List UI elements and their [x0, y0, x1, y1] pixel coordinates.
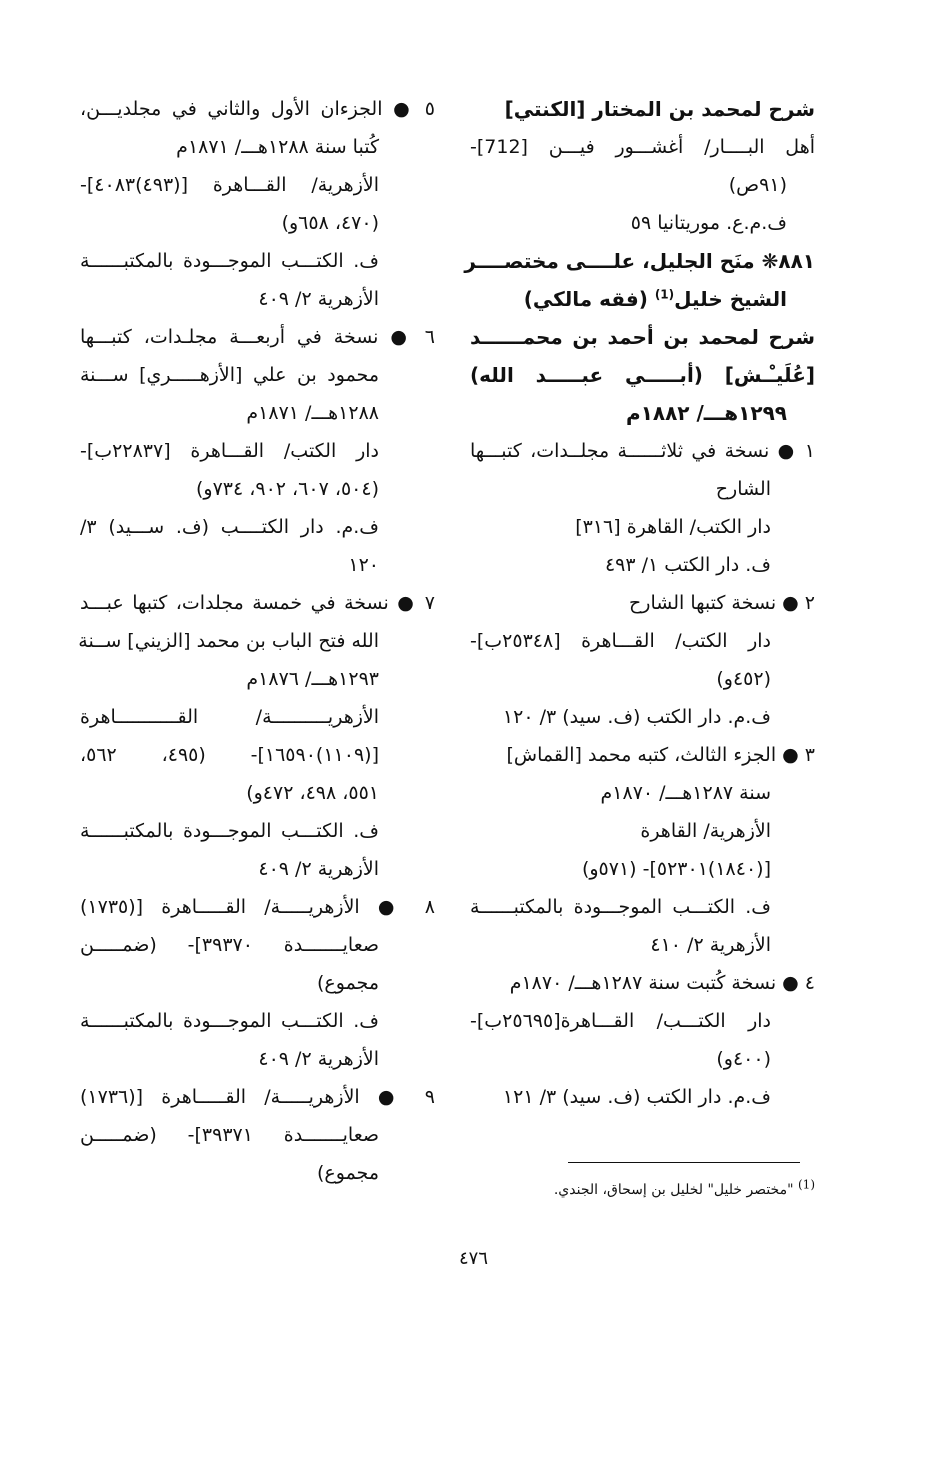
line-text: (٩١ص) [728, 174, 787, 196]
line-text: الأزهرية ٢/ ٤١٠ [650, 934, 771, 956]
line-text: الأزهرية/ القاهرة [640, 820, 771, 842]
footnote-text: "مختصر خليل" لخليل بن إسحاق، الجندي. [553, 1182, 794, 1198]
text-line [80, 964, 435, 1002]
text-line [80, 1154, 435, 1192]
line-text: ٦ ● نسخة في أربعـــة مجلـدات، كتبـــها [80, 326, 435, 348]
text-line [470, 508, 815, 546]
text-line [80, 508, 435, 546]
line-text: ف.م.ع. موريتانيا ٥٩ [630, 212, 787, 234]
text-line [470, 318, 815, 356]
line-text: ف. الكتـــب الموجـــودة بالمكتبــــــة [80, 250, 379, 272]
text-line [80, 356, 435, 394]
line-text: الأزهريــــــــــة/ القـــــــــــاهرة [80, 706, 379, 728]
line-text: شرح لمحمد بن المختار [الكنتي] [504, 97, 815, 121]
text-line [470, 546, 815, 584]
line-text: دار الكتب/ القاهرة [٣١٦] [575, 516, 771, 538]
text-line [470, 1040, 815, 1078]
line-text: شرح لمحمد بن أحمد بن محمــــــد [470, 325, 815, 349]
line-text: [عُلَيـْـش] (أبـــــي عبـــــد الله) [470, 363, 815, 387]
line-text: ١٢٨٨هـــ/ ١٨٧١م [246, 402, 379, 424]
line-text: ٤ ● نسخة كُتبت سنة ١٢٨٧هـــ/ ١٨٧٠م [509, 972, 815, 994]
text-line [80, 204, 435, 242]
text-line [470, 90, 815, 128]
text-line [80, 774, 435, 812]
line-text: ١٢٠ [348, 554, 379, 576]
text-line [80, 850, 435, 888]
right-column [464, 90, 815, 1116]
text-line [470, 356, 815, 394]
text-line [470, 432, 815, 470]
line-text: ٧ ● نسخة في خمسة مجلدات، كتبها عبـــد [80, 592, 435, 614]
line-text: ٥ ● الجزءان الأول والثاني في مجلديـــن، [80, 98, 435, 120]
line-text: ف. دار الكتب ١/ ٤٩٣ [604, 554, 771, 576]
text-line [470, 698, 815, 736]
line-text: (٤٠٠و) [716, 1048, 771, 1070]
footnote-divider [568, 1162, 800, 1163]
text-line [80, 622, 435, 660]
text-line [470, 660, 815, 698]
text-line [80, 660, 435, 698]
line-text-after: (فقه مالكي) [523, 287, 655, 311]
line-text: ١٢٩٣هـــ/ ١٨٧٦م [246, 668, 379, 690]
left-column [80, 90, 435, 1192]
text-line [80, 888, 435, 926]
line-text: صعايـــــــدة ٣٩٣٧١]- (ضمـــــن [80, 1124, 380, 1146]
footnote-ref: (1) [654, 287, 675, 302]
text-line [80, 1002, 435, 1040]
text-line [470, 470, 815, 508]
text-line [80, 470, 435, 508]
line-text: ٥٥١، ٤٩٨، ٤٧٢و) [246, 782, 379, 804]
line-text: دار الكتب/ القـــاهرة [٢٥٣٤٨ب]- [470, 630, 771, 652]
text-line [80, 812, 435, 850]
text-line [470, 736, 815, 774]
line-text: ف. الكتـــب الموجـــودة بالمكتبــــــة [470, 896, 771, 918]
text-line [80, 394, 435, 432]
line-text: مجموع) [317, 972, 379, 994]
text-line [464, 242, 815, 280]
footnote-marker: (1) [797, 1177, 815, 1192]
text-line [470, 166, 815, 204]
line-text: ٩ ● الأزهريـــــة/ القـــــاهرة [(١٧٣٦) [80, 1086, 435, 1108]
line-text: ف.م. دار الكتب (ف. سيد) ٣/ ١٢١ [502, 1086, 771, 1108]
text-line [80, 318, 435, 356]
page-number: ٤٧٦ [458, 1248, 488, 1269]
line-text: ٨٨١‌❋ منَح الجليل، علــــى مختصــــر [464, 249, 815, 273]
line-text: دار الكتـــب/ القـــاهرة[٢٥٦٩٥ب]- [470, 1010, 771, 1032]
text-line [80, 584, 435, 622]
text-line [470, 850, 815, 888]
text-line [470, 926, 815, 964]
line-text: سنة ١٢٨٧هـــ/ ١٨٧٠م [600, 782, 771, 804]
text-line [470, 204, 815, 242]
text-line [470, 1078, 815, 1116]
text-line [470, 394, 815, 432]
line-text: (٥٠٤، ٦٠٧، ٩٠٢، ٧٣٤و) [195, 478, 379, 500]
text-line [80, 432, 435, 470]
text-line [80, 736, 435, 774]
line-text: الأزهرية ٢/ ٤٠٩ [258, 288, 379, 310]
text-line [80, 698, 435, 736]
line-text: ١٢٩٩هـــ/ ١٨٨٢م [626, 401, 787, 425]
line-text: [(١٨٤٠)٥٢٣٠١]- (٥٧١و) [581, 858, 771, 880]
line-text: ١ ● نسخة في ثلاثــــــة مجلــدات، كتبـــها [470, 440, 815, 462]
text-line [80, 926, 435, 964]
line-text: (٤٥٢و) [716, 668, 771, 690]
text-line [470, 584, 815, 622]
text-line [80, 280, 435, 318]
text-line [80, 546, 435, 584]
line-text: ٢ ● نسخة كتبها الشارح [629, 592, 815, 614]
line-text: الله فتح الباب بن محمد [الزيني] ســنة [78, 630, 379, 652]
footnote [470, 1178, 815, 1202]
text-line [80, 242, 435, 280]
line-text: ف. الكتـــب الموجـــودة بالمكتبــــــة [80, 820, 379, 842]
line-text: ف. الكتـــب الموجـــودة بالمكتبــــــة [80, 1010, 379, 1032]
text-line [80, 90, 435, 128]
line-text: [(١١٠٩)١٦٥٩٠]- (٤٩٥، ٥٦٢، [80, 744, 379, 766]
line-text: صعايـــــــدة ٣٩٣٧٠]- (ضمـــــن [80, 934, 380, 956]
text-line [80, 1116, 435, 1154]
line-text: الأزهرية/ القـــاهرة [(٤٩٣)٤٠٨٣]- [80, 174, 379, 196]
text-line [470, 888, 815, 926]
text-line [80, 1078, 435, 1116]
text-line [470, 128, 815, 166]
line-text: ٣ ● الجزء الثالث، كتبه محمد [القماش] [506, 744, 815, 766]
line-text: ٨ ● الأزهريـــــة/ القـــــاهرة [(١٧٣٥) [80, 896, 435, 918]
text-line [80, 1040, 435, 1078]
line-text: أهل البــــار/ أغشـــور فيـــن [712]- [470, 136, 815, 158]
line-text: الشيخ خليل [674, 287, 787, 311]
line-text: دار الكتب/ القـــاهرة [٢٢٨٣٧ب]- [80, 440, 379, 462]
line-text: ف.م. دار الكتب (ف. سيد) ٣/ ١٢٠ [502, 706, 771, 728]
text-line [470, 774, 815, 812]
text-line [470, 964, 815, 1002]
text-line [80, 166, 435, 204]
line-text: مجموع) [317, 1162, 379, 1184]
text-line [80, 128, 435, 166]
text-line [470, 280, 815, 318]
line-text: الأزهرية ٢/ ٤٠٩ [258, 1048, 379, 1070]
line-text: محمود بن علي [الأزهـــــري] ســـنة [80, 364, 379, 386]
line-text: الشارح [715, 478, 771, 500]
line-text: كُتبا سنة ١٢٨٨هـــ/ ١٨٧١م [176, 136, 379, 158]
line-text: (٤٧٠، ٦٥٨و) [281, 212, 379, 234]
text-line [470, 1002, 815, 1040]
text-line [470, 812, 815, 850]
line-text: الأزهرية ٢/ ٤٠٩ [258, 858, 379, 880]
text-line [470, 622, 815, 660]
line-text: ف.م. دار الكتــــب (ف. ســـيد) ٣/ [80, 516, 379, 538]
